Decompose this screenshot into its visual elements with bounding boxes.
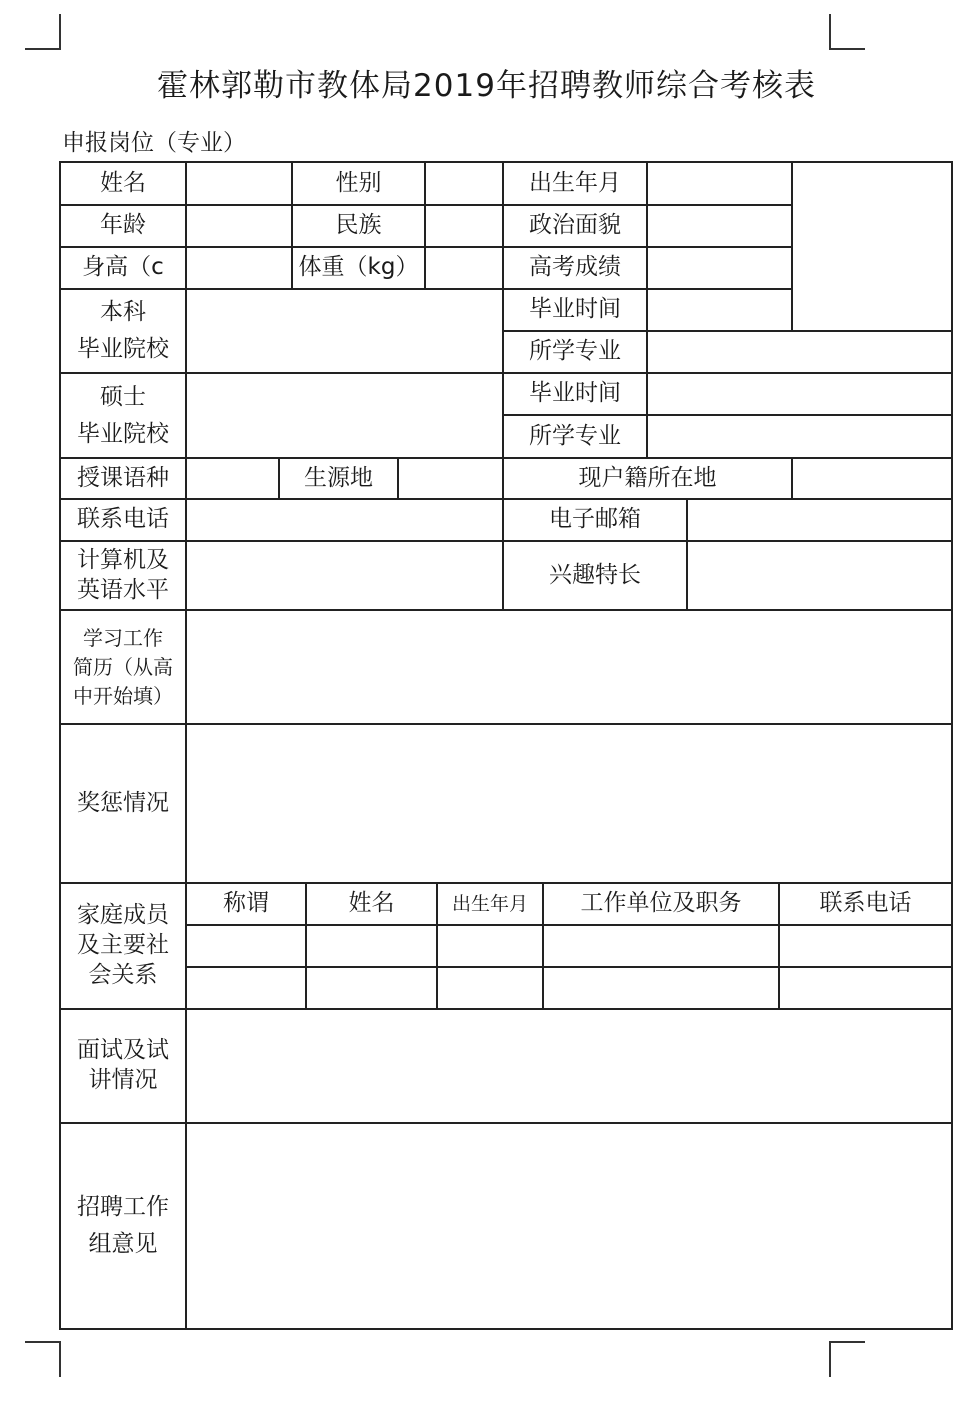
label-weight: 体重（kg）	[298, 254, 419, 281]
family-col-name: 姓名	[348, 890, 395, 917]
crop-mark-bottom-right	[829, 1341, 865, 1377]
label-email: 电子邮箱	[549, 506, 641, 533]
label-political: 政治面貌	[529, 212, 621, 239]
label-bachelor-grad-time: 毕业时间	[529, 296, 621, 323]
label-interests: 兴趣特长	[549, 561, 641, 588]
label-computer-english: 计算机及 英语水平	[77, 546, 169, 603]
label-birth: 出生年月	[529, 169, 621, 196]
family-col-phone: 联系电话	[819, 890, 912, 917]
label-master-grad-time: 毕业时间	[529, 380, 621, 407]
label-family: 家庭成员 及主要社 会关系	[77, 902, 169, 988]
label-origin: 生源地	[304, 464, 373, 491]
label-bachelor-major: 所学专业	[529, 338, 621, 365]
label-interview: 面试及试 讲情况	[77, 1037, 169, 1093]
label-gaokao: 高考成绩	[529, 254, 621, 281]
label-teaching-language: 授课语种	[77, 464, 169, 491]
family-col-birth: 出生年月	[451, 892, 528, 915]
label-height: 身高（c	[82, 254, 164, 281]
crop-mark-top-left	[25, 14, 61, 50]
label-resume: 学习工作 简历（从高 中开始填）	[73, 625, 173, 708]
label-phone: 联系电话	[77, 506, 169, 533]
label-master-school: 硕士 毕业院校	[77, 383, 169, 447]
crop-mark-bottom-left	[25, 1341, 61, 1377]
label-gender: 性别	[335, 169, 382, 196]
label-name: 姓名	[100, 169, 146, 196]
crop-mark-top-right	[829, 14, 865, 50]
label-household: 现户籍所在地	[578, 464, 717, 491]
label-rewards: 奖惩情况	[77, 789, 169, 816]
family-col-work: 工作单位及职务	[580, 890, 742, 917]
apply-position-label: 申报岗位（专业）	[62, 130, 246, 156]
page-title: 霍林郭勒市教体局2019年招聘教师综合考核表	[157, 68, 816, 104]
label-age: 年龄	[100, 212, 146, 239]
family-col-relation: 称谓	[223, 890, 269, 917]
label-ethnicity: 民族	[335, 212, 382, 239]
label-master-major: 所学专业	[529, 422, 621, 449]
label-committee: 招聘工作 组意见	[77, 1194, 169, 1257]
label-bachelor-school: 本科 毕业院校	[77, 299, 169, 362]
